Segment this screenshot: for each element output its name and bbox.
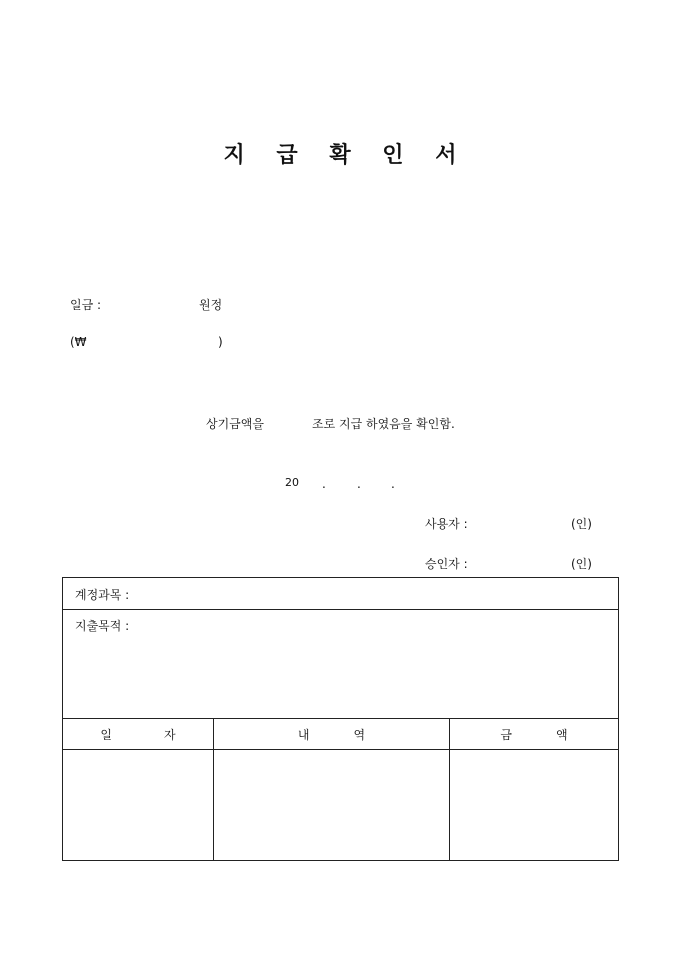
won-close: ) [218, 335, 223, 349]
statement-part1: 상기금액을 [206, 417, 264, 431]
date-dot: . [322, 477, 326, 491]
won-open: (₩ [70, 335, 87, 349]
title-char: 지 [223, 142, 245, 168]
title-char: 급 [276, 142, 298, 168]
account-label: 계정과목 : [75, 588, 130, 602]
amount-suffix: 원정 [199, 298, 223, 312]
amount-label: 일금 : [70, 298, 102, 312]
statement-part2: 조로 지급 하였음을 확인함. [312, 417, 455, 431]
expense-form-table [62, 577, 619, 861]
column-header-char: 내 [297, 727, 310, 742]
title-char: 서 [435, 142, 457, 168]
purpose-label: 지출목적 : [75, 619, 130, 633]
column-header-char: 금 [500, 727, 512, 742]
column-header-amount [450, 719, 618, 749]
row-divider [63, 749, 618, 750]
column-header-details [214, 719, 449, 749]
date-dot: . [391, 477, 395, 491]
user-seal: (인) [571, 517, 592, 531]
approver-seal: (인) [571, 557, 592, 571]
column-header-char: 일 [100, 727, 112, 742]
column-header-date [63, 719, 213, 749]
row-divider [63, 609, 618, 610]
title-char: 인 [382, 142, 404, 168]
date-dot: . [357, 477, 361, 491]
column-header-char: 자 [164, 727, 176, 742]
title-char: 확 [329, 142, 351, 168]
column-header-char: 역 [353, 727, 366, 742]
date-year: 20 [285, 476, 299, 489]
user-label: 사용자 : [425, 517, 468, 531]
document-title [0, 138, 680, 169]
column-header-char: 액 [556, 727, 568, 742]
approver-label: 승인자 : [425, 557, 468, 571]
